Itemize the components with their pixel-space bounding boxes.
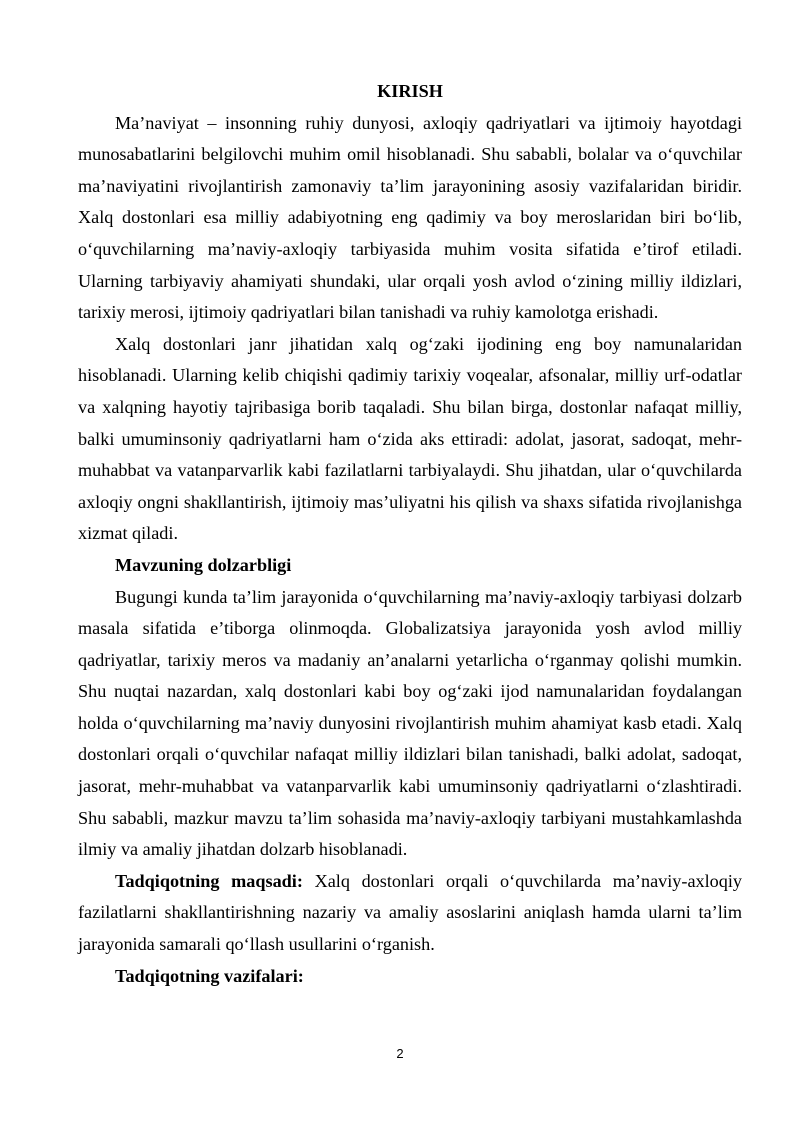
document-page <box>78 76 742 992</box>
goal-paragraph <box>78 866 742 961</box>
intro-paragraph-1: Ma’naviyat – insonning ruhiy dunyosi, axloqiy qadriyatlari va ijtimoiy hayotdagi munosabatlarini belgilovchi muhim omil hisoblanadi. Shu sababli, bolalar va o‘quvchilar ma’naviyatini rivojlantirish zamonaviy ta’lim jarayonining asosiy vazifalaridan biridir. Xalq dostonlari esa milliy adabiyotning eng qadimiy va boy meroslaridan biri bo‘lib, o‘quvchilarning ma’naviy-axloqiy tarbiyasida muhim vosita sifatida e’tirof etiladi. Ularning tarbiyaviy ahamiyati shundaki, ular orqali yosh avlod o‘zining milliy ildizlari, tarixiy merosi, ijtimoiy qadriyatlari bilan tanishadi va ruhiy kamolotga erishadi. <box>78 112 742 323</box>
document-title: KIRISH <box>377 81 443 101</box>
relevance-heading: Mavzuning dolzarbligi <box>115 554 292 575</box>
intro-paragraph-2: Xalq dostonlari janr jihatidan xalq og‘zaki ijodining eng boy namunalaridan hisoblanadi. Ularning kelib chiqishi qadimiy tarixiy voqealar, afsonalar, milliy urf-odatlar va xalqning hayotiy tajribasiga borib taqaladi. Shu bilan birga, dostonlar nafaqat milliy, balki umuminsoniy qadriyatlarni ham o‘zida aks ettiradi: adolat, jasorat, sadoqat, mehr-muhabbat va vatanparvarlik kabi fazilatlarni tarbiyalaydi. Shu jihatdan, ular o‘quvchilarda axloqiy ongni shakllantirish, ijtimoiy mas’uliyatni his qilish va shaxs sifatida rivojlanishga xizmat qiladi. <box>78 333 742 544</box>
goal-label: Tadqiqotning maqsadi: <box>115 870 303 891</box>
page-number: 2 <box>396 1046 404 1061</box>
relevance-paragraph: Bugungi kunda ta’lim jarayonida o‘quvchilarning ma’naviy-axloqiy tarbiyasi dolzarb masala sifatida e’tiborga olinmoqda. Globalizatsiya jarayonida yosh avlod milliy qadriyatlar, tarixiy meros va madaniy an’analarni yetarlicha o‘rganmay qolishi mumkin. Shu nuqtai nazardan, xalq dostonlari kabi boy og‘zaki ijod namunalaridan foydalangan holda o‘quvchilarning ma’naviy dunyosini rivojlantirish muhim ahamiyat kasb etadi. Xalq dostonlari orqali o‘quvchilar nafaqat milliy ildizlari bilan tanishadi, balki adolat, sadoqat, jasorat, mehr-muhabbat va vatanparvarlik kabi umuminsoniy qadriyatlarni o‘zlashtiradi. Shu sababli, mazkur mavzu ta’lim sohasida ma’naviy-axloqiy tarbiyani mustahkamlashda ilmiy va amaliy jihatdan dolzarb hisoblanadi. <box>78 586 742 860</box>
tasks-heading: Tadqiqotning vazifalari: <box>115 965 304 986</box>
goal-text: Xalq dostonlari orqali o‘quvchilarda ma’naviy-axloqiy fazilatlarni shakllantirishning nazariy va amaliy asoslarini aniqlash hamda ularni ta’lim jarayonida samarali qo‘llash usullarini o‘rganish. <box>78 870 742 955</box>
